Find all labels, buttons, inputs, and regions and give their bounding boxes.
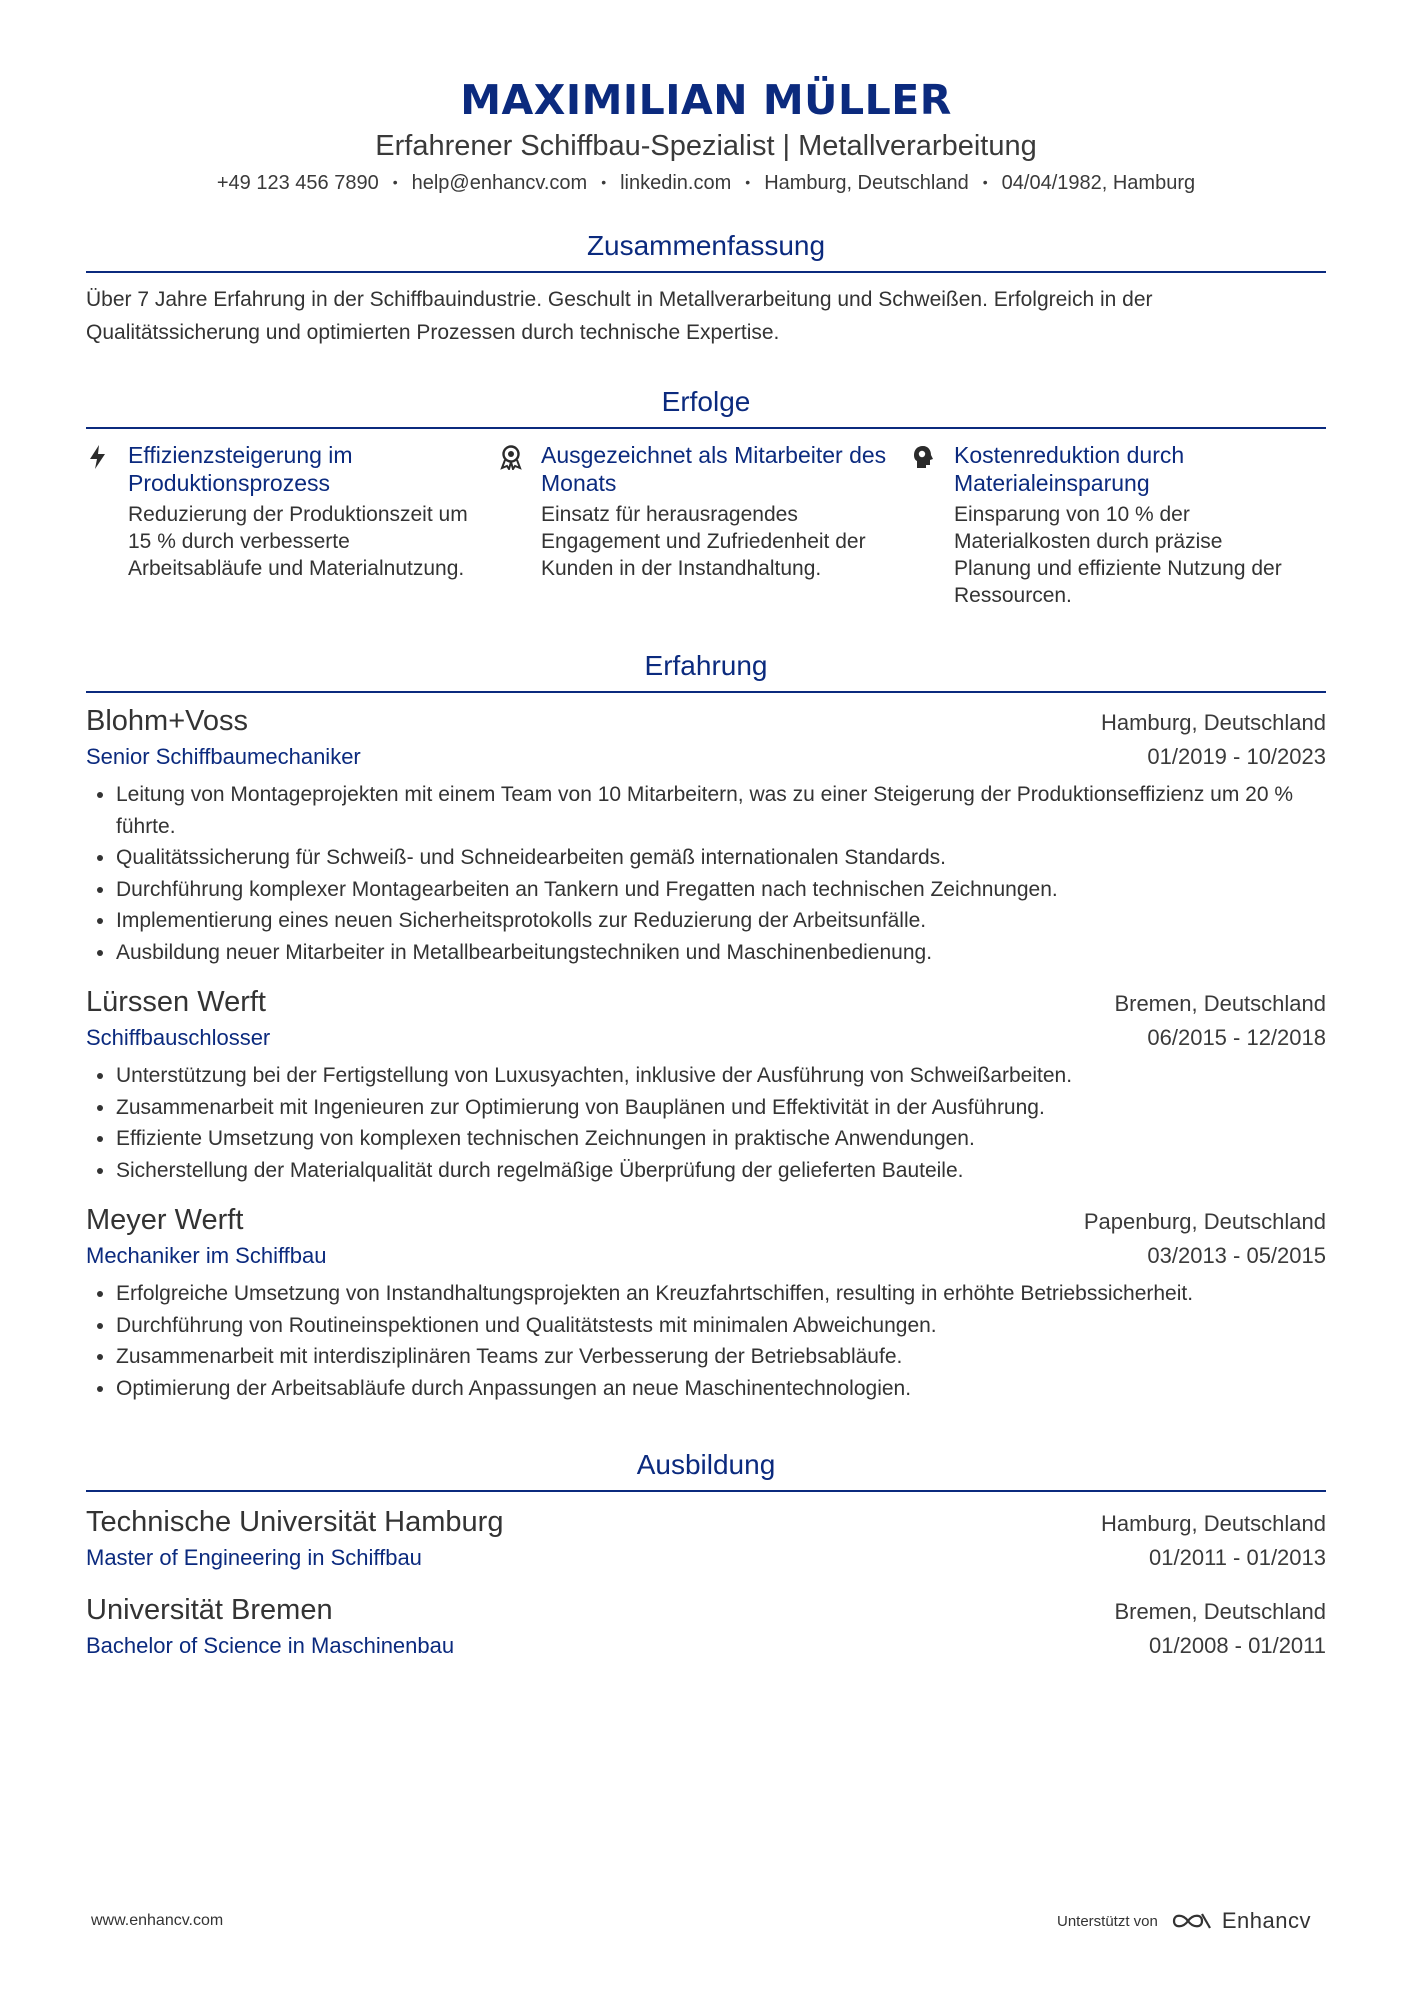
job-bullet: • Durchführung komplexer Montagearbeiten an Tankern und Fregatten nach technischen Zeichnungen.	[116, 874, 1326, 906]
education-dates: 01/2011 - 01/2013	[1149, 1545, 1326, 1570]
education-location: Bremen, Deutschland	[1114, 1599, 1326, 1624]
achievement-item	[912, 441, 1325, 609]
section-divider	[86, 427, 1326, 429]
achievement-item	[86, 441, 499, 609]
separator-dot: •	[601, 174, 607, 190]
lightning-bolt-icon	[86, 441, 128, 609]
section-title-achievements: Erfolge	[661, 386, 751, 417]
job-entry	[86, 703, 1326, 968]
education-degree: Bachelor of Science in Maschinenbau	[86, 1633, 455, 1658]
job-role: Schiffbauschlosser	[86, 1025, 271, 1050]
candidate-headline: Erfahrener Schiffbau-Spezialist | Metallverarbeitung	[375, 130, 1037, 162]
job-bullets	[86, 779, 1326, 968]
job-company: Lürssen Werft	[86, 986, 266, 1018]
powered-by-label: Unterstützt von	[1056, 1912, 1158, 1930]
job-bullet: • Implementierung eines neuen Sicherheitsprotokolls zur Reduzierung der Arbeitsunfälle.	[116, 905, 1326, 937]
education-entry	[86, 1592, 1326, 1662]
achievement-text: Einsparung von 10 % der Materialkosten durch präzise Planung und effiziente Nutzung der Ressourcen.	[954, 503, 1282, 607]
job-location: Bremen, Deutschland	[1114, 991, 1326, 1016]
section-title-education: Ausbildung	[636, 1449, 776, 1480]
job-dates: 03/2013 - 05/2015	[1147, 1243, 1326, 1268]
enhancv-brand[interactable]: Enhancv	[1221, 1908, 1311, 1933]
separator-dot: •	[392, 174, 398, 190]
page-footer	[91, 1908, 1311, 1934]
education-school: Universität Bremen	[86, 1594, 333, 1626]
job-dates: 01/2019 - 10/2023	[1147, 744, 1326, 769]
footer-website-link[interactable]: www.enhancv.com	[91, 1912, 224, 1929]
head-brain-icon	[912, 441, 954, 609]
separator-dot: •	[745, 174, 751, 190]
job-entry	[86, 984, 1326, 1186]
section-divider	[86, 1490, 1326, 1492]
education-entry	[86, 1504, 1326, 1574]
job-bullet: • Durchführung von Routineinspektionen und Qualitätstests mit minimalen Abweichungen.	[116, 1310, 1326, 1342]
job-bullets	[86, 1278, 1326, 1404]
enhancv-logo-icon	[1170, 1910, 1214, 1932]
resume-page	[86, 0, 1326, 1662]
summary-section	[86, 229, 1326, 349]
job-dates: 06/2015 - 12/2018	[1147, 1025, 1326, 1050]
job-bullet: • Zusammenarbeit mit Ingenieuren zur Optimierung von Bauplänen und Effektivität in der Ausführung.	[116, 1092, 1326, 1124]
job-company: Meyer Werft	[86, 1204, 244, 1236]
birth-date: 04/04/1982, Hamburg	[1001, 172, 1196, 194]
education-degree: Master of Engineering in Schiffbau	[86, 1545, 422, 1570]
award-medal-icon	[499, 441, 541, 609]
job-bullet: • Zusammenarbeit mit interdisziplinären Teams zur Verbesserung der Betriebsabläufe.	[116, 1341, 1326, 1373]
email-link[interactable]: help@enhancv.com	[411, 172, 588, 194]
job-bullets	[86, 1060, 1326, 1186]
job-bullet: • Optimierung der Arbeitsabläufe durch Anpassungen an neue Maschinentechnologien.	[116, 1373, 1326, 1405]
job-bullet: • Leitung von Montageprojekten mit einem Team von 10 Mitarbeitern, was zu einer Steigerung der Produktionseffizienz um 20 % führte.	[116, 779, 1326, 842]
job-role: Senior Schiffbaumechaniker	[86, 744, 361, 769]
achievement-item	[499, 441, 912, 609]
job-location: Papenburg, Deutschland	[1083, 1209, 1326, 1234]
location: Hamburg, Deutschland	[764, 172, 969, 194]
job-bullet: • Sicherstellung der Materialqualität durch regelmäßige Überprüfung der gelieferten Bauteile.	[116, 1155, 1326, 1187]
job-bullet: • Unterstützung bei der Fertigstellung von Luxusyachten, inklusive der Ausführung von Schweißarbeiten.	[116, 1060, 1326, 1092]
achievement-title: Kostenreduktion durch Materialeinsparung	[954, 442, 1185, 496]
job-bullet: • Ausbildung neuer Mitarbeiter in Metallbearbeitungstechniken und Maschinenbedienung.	[116, 937, 1326, 969]
contact-line	[86, 170, 1326, 197]
section-title-summary: Zusammenfassung	[586, 230, 826, 261]
job-bullet: • Erfolgreiche Umsetzung von Instandhaltungsprojekten an Kreuzfahrtschiffen, resulting in erhöhte Betriebssicherheit.	[116, 1278, 1326, 1310]
phone: +49 123 456 7890	[216, 172, 379, 194]
separator-dot: •	[982, 174, 988, 190]
achievement-text: Einsatz für herausragendes Engagement und Zufriedenheit der Kunden in der Instandhaltung.	[541, 503, 866, 580]
job-bullet: • Effiziente Umsetzung von komplexen technischen Zeichnungen in praktische Anwendungen.	[116, 1123, 1326, 1155]
experience-section	[86, 649, 1326, 1404]
powered-by	[1057, 1908, 1311, 1934]
achievement-text: Reduzierung der Produktionszeit um 15 % durch verbesserte Arbeitsabläufe und Materialnutzung.	[128, 503, 468, 580]
achievement-title: Effizienzsteigerung im Produktionsprozess	[128, 442, 353, 496]
job-role: Mechaniker im Schiffbau	[86, 1243, 327, 1268]
summary-text: Über 7 Jahre Erfahrung in der Schiffbauindustrie. Geschult in Metallverarbeitung und Schweißen. Erfolgreich in der Qualitätssicherung und optimierten Prozessen durch technische Expertise.	[86, 288, 1153, 344]
candidate-name: MAXIMILIAN MÜLLER	[460, 76, 952, 124]
section-divider	[86, 691, 1326, 693]
job-location: Hamburg, Deutschland	[1100, 710, 1326, 735]
education-section	[86, 1448, 1326, 1662]
resume-header	[86, 0, 1326, 197]
linkedin-link[interactable]: linkedin.com	[620, 172, 732, 194]
achievements-list	[86, 441, 1326, 609]
section-divider	[86, 271, 1326, 273]
achievements-section	[86, 385, 1326, 609]
achievement-title: Ausgezeichnet als Mitarbeiter des Monats	[541, 442, 887, 496]
job-company: Blohm+Voss	[86, 705, 249, 737]
job-entry	[86, 1202, 1326, 1404]
education-dates: 01/2008 - 01/2011	[1149, 1633, 1326, 1658]
education-school: Technische Universität Hamburg	[86, 1506, 504, 1538]
section-title-experience: Erfahrung	[644, 650, 768, 681]
job-bullet: • Qualitätssicherung für Schweiß- und Schneidearbeiten gemäß internationalen Standards.	[116, 842, 1326, 874]
education-location: Hamburg, Deutschland	[1100, 1511, 1326, 1536]
